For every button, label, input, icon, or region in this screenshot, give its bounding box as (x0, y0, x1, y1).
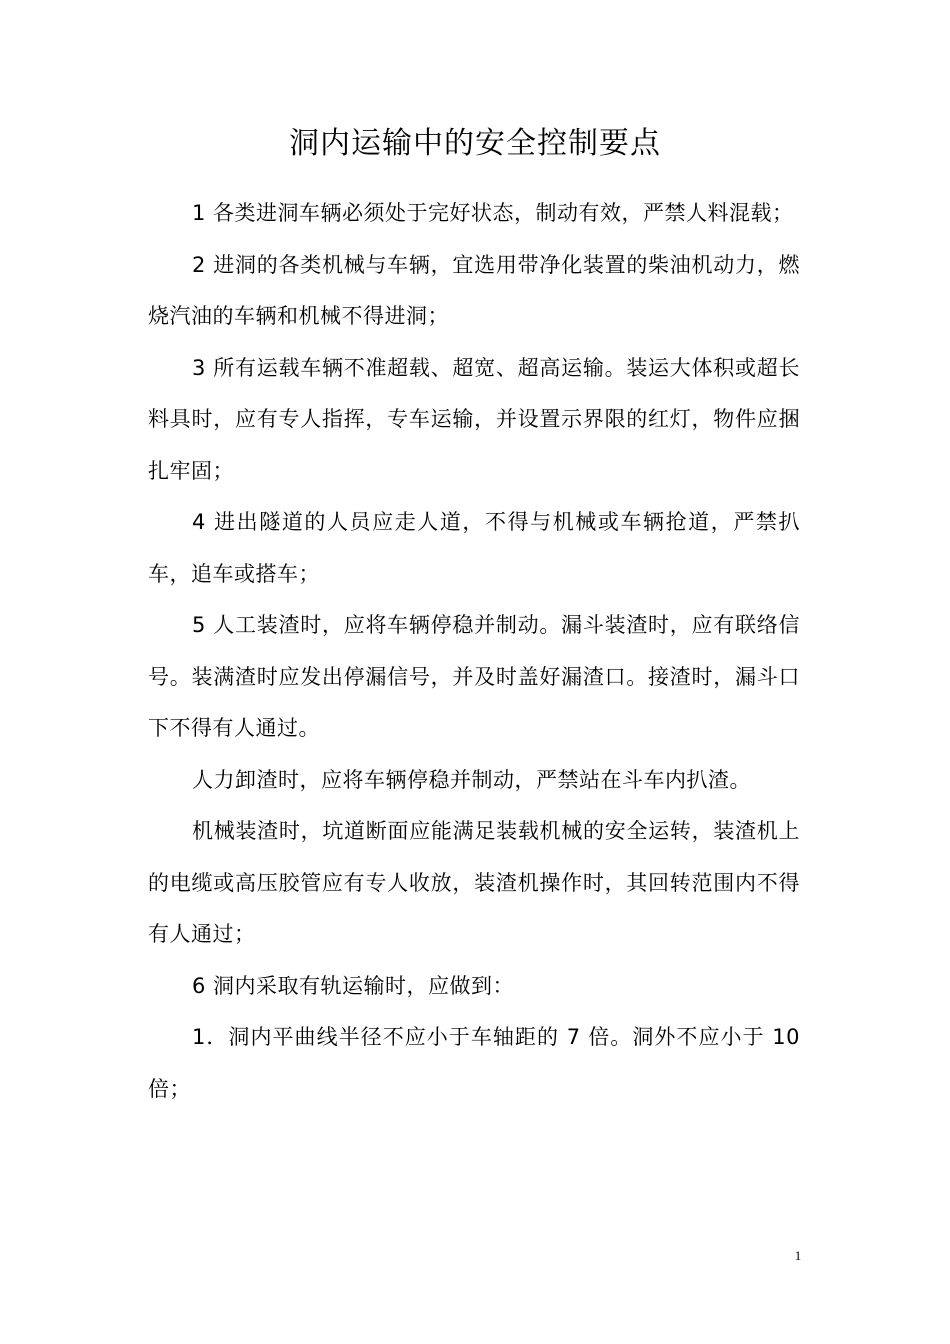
paragraph-3: 3 所有运载车辆不准超载、超宽、超高运输。装运大体积或超长料具时，应有专人指挥，专车运输，并设置示界限的红灯，物件应捆扎牢固； (148, 355, 800, 483)
paragraph-9: 1．洞内平曲线半径不应小于车轴距的 7 倍。洞外不应小于 10 倍； (148, 1025, 800, 1101)
paragraph-6: 人力卸渣时，应将车辆停稳并制动，严禁站在斗车内扒渣。 (192, 767, 751, 792)
paragraph-5: 5 人工装渣时，应将车辆停稳并制动。漏斗装渣时，应有联络信号。装满渣时应发出停漏信号，并及时盖好漏渣口。接渣时，漏斗口下不得有人通过。 (148, 613, 800, 740)
paragraph-4: 4 进出隧道的人员应走人道，不得与机械或车辆抢道，严禁扒车，追车或搭车； (148, 510, 800, 586)
paragraph-1: 1 各类进洞车辆必须处于完好状态，制动有效，严禁人料混载； (192, 201, 794, 225)
paragraph-2: 2 进洞的各类机械与车辆，宜选用带净化装置的柴油机动力，燃烧汽油的车辆和机械不得进洞； (148, 252, 800, 328)
document-body (148, 188, 800, 1115)
paragraph-8: 6 洞内采取有轨运输时，应做到： (192, 973, 515, 998)
document-title: 洞内运输中的安全控制要点 (289, 126, 661, 161)
page-number: 1 (794, 1248, 802, 1263)
paragraph-7: 机械装渣时，坑道断面应能满足装载机械的安全运转，装渣机上的电缆或高压胶管应有专人收放，装渣机操作时，其回转范围内不得有人通过； (148, 819, 800, 946)
